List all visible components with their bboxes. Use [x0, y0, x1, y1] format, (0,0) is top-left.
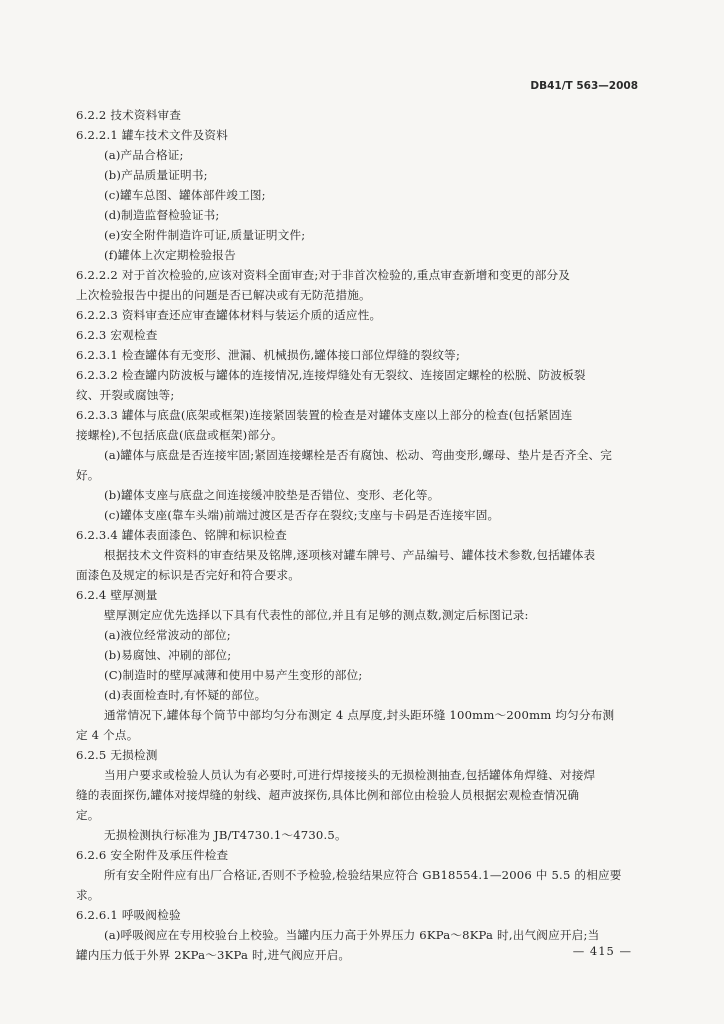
subsection-heading: 6.2.3.4 罐体表面漆色、铭牌和标识检查: [76, 528, 287, 542]
paragraph-line: (a)呼吸阀应在专用校验台上校验。当罐内压力高于外界压力 6KPa～8KPa 时,出气阀应开启;当: [104, 928, 600, 942]
paragraph-line: 面漆色及规定的标识是否完好和符合要求。: [76, 568, 301, 582]
paragraph-line: 6.2.3.1 检查罐体有无变形、泄漏、机械损伤,罐体接口部位焊缝的裂纹等;: [76, 348, 461, 362]
list-item: (c)罐体支座(靠车头端)前端过渡区是否存在裂纹;支座与卡码是否连接牢固。: [104, 508, 500, 522]
paragraph-line: 所有安全附件应有出厂合格证,否则不予检验,检验结果应符合 GB18554.1—2006 中 5.5 的相应要: [104, 868, 622, 882]
section-heading: 6.2.5 无损检测: [76, 748, 158, 762]
list-item: (b)罐体支座与底盘之间连接缓冲胶垫是否错位、变形、老化等。: [104, 488, 440, 502]
paragraph-line: 求。: [76, 888, 100, 902]
paragraph-line: 6.2.3.3 罐体与底盘(底架或框架)连接紧固装置的检查是对罐体支座以上部分的检查(包括紧固连: [76, 408, 573, 422]
subsection-heading: 6.2.2.1 罐车技术文件及资料: [76, 128, 228, 142]
list-item: (b)易腐蚀、冲刷的部位;: [104, 648, 232, 662]
paragraph-line: 罐内压力低于外界 2KPa～3KPa 时,进气阀应开启。: [76, 948, 351, 962]
paragraph-line: 6.2.3.2 检查罐内防波板与罐体的连接情况,连接焊缝处有无裂纹、连接固定螺栓的松脱、防波板裂: [76, 368, 586, 382]
list-item: (f)罐体上次定期检验报告: [104, 248, 236, 262]
section-heading: 6.2.3 宏观检查: [76, 328, 158, 342]
paragraph-line: 定 4 个点。: [76, 728, 139, 742]
paragraph-line: 根据技术文件资料的审查结果及铭牌,逐项核对罐车牌号、产品编号、罐体技术参数,包括罐体表: [104, 548, 596, 562]
list-item: (e)安全附件制造许可证,质量证明文件;: [104, 228, 306, 242]
paragraph-line: 通常情况下,罐体每个筒节中部均匀分布测定 4 点厚度,封头距环缝 100mm～200mm 均匀分布测: [104, 708, 615, 722]
paragraph-line: 当用户要求或检验人员认为有必要时,可进行焊接接头的无损检测抽查,包括罐体角焊缝、对接焊: [104, 768, 596, 782]
paragraph-line: 缝的表面探伤,罐体对接焊缝的射线、超声波探伤,具体比例和部位由检验人员根据宏观检查情况确: [76, 788, 580, 802]
section-heading: 6.2.4 壁厚测量: [76, 588, 158, 602]
paragraph-line: 6.2.2.2 对于首次检验的,应该对资料全面审查;对于非首次检验的,重点审查新增和变更的部分及: [76, 268, 571, 282]
section-heading: 6.2.6 安全附件及承压件检查: [76, 848, 229, 862]
paragraph-line: 无损检测执行标准为 JB/T4730.1～4730.5。: [104, 828, 347, 842]
paragraph-line: 定。: [76, 808, 100, 822]
paragraph-line: 上次检验报告中提出的问题是否已解决或有无防范措施。: [76, 288, 371, 302]
list-item: (b)产品质量证明书;: [104, 168, 208, 182]
page-number: — 415 —: [572, 944, 632, 958]
paragraph-line: 纹、开裂或腐蚀等;: [76, 388, 175, 402]
list-item: (a)罐体与底盘是否连接牢固;紧固连接螺栓是否有腐蚀、松动、弯曲变形,螺母、垫片是否齐全、完: [104, 448, 613, 462]
list-item: (d)表面检查时,有怀疑的部位。: [104, 688, 267, 702]
standard-code: DB41/T 563—2008: [530, 80, 638, 92]
subsection-heading: 6.2.6.1 呼吸阀检验: [76, 908, 181, 922]
paragraph-line: 6.2.2.3 资料审查还应审查罐体材料与装运介质的适应性。: [76, 308, 382, 322]
list-item: (C)制造时的壁厚减薄和使用中易产生变形的部位;: [104, 668, 363, 682]
paragraph-line: 壁厚测定应优先选择以下具有代表性的部位,并且有足够的测点数,测定后标图记录:: [104, 608, 529, 622]
section-heading: 6.2.2 技术资料审查: [76, 108, 182, 122]
list-item: (a)产品合格证;: [104, 148, 184, 162]
list-item: (a)液位经常波动的部位;: [104, 628, 231, 642]
list-item: (d)制造监督检验证书;: [104, 208, 220, 222]
paragraph-line: 接螺栓),不包括底盘(底盘或框架)部分。: [76, 428, 283, 442]
paragraph-line: 好。: [76, 468, 100, 482]
list-item: (c)罐车总图、罐体部件竣工图;: [104, 188, 266, 202]
